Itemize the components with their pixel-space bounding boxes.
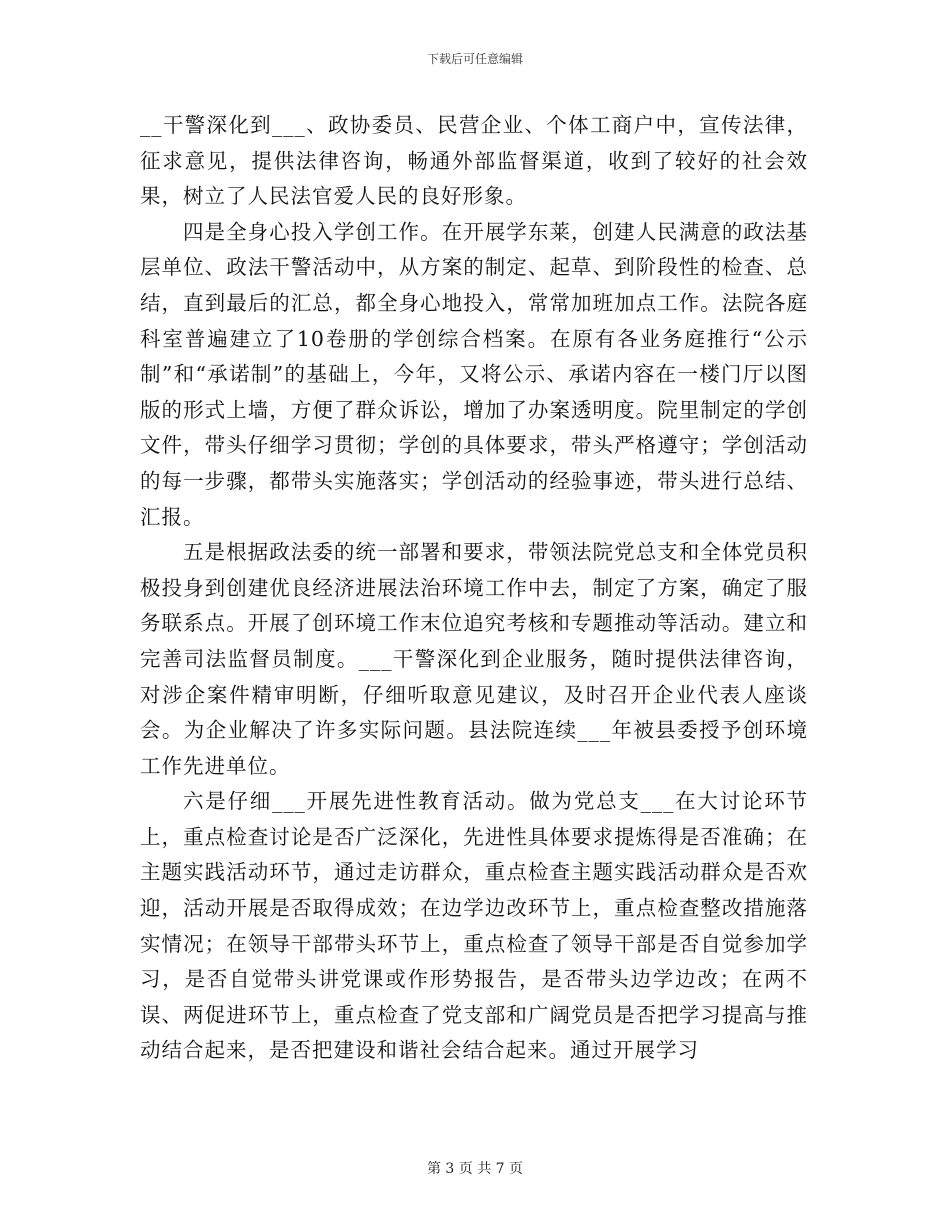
page-header: 下载后可任意编辑 (426, 52, 523, 66)
paragraph-continuation: __干警深化到___、政协委员、民营企业、个体工商户中，宣传法律，征求意见，提供法律咨询，畅通外部监督渠道，收到了较好的社会效果，树立了人民法官爱人民的良好形象。 (140, 113, 808, 209)
page-number: 第 3 页 共 7 页 (426, 1161, 524, 1177)
paragraph-item-six: 六是仔细___开展先进性教育活动。做为党总支___在大讨论环节上，重点检查讨论是否广泛深化，先进性具体要求提炼得是否准确；在主题实践活动环节，通过走访群众，重点检查主题实践活动群众是否欢迎，活动开展是否取得成效；在边学边改环节上，重点检查整改措施落实情况；在领导干部带头环节上，重点检查了领导干部是否自觉参加学习，是否自觉带头讲党课或作形势报告，是否带头边学边改；在两不误、两促进环节上，重点检查了党支部和广阔党员是否把学习提高与推动结合起来，是否把建设和谐社会结合起来。通过开展学习 (140, 789, 808, 1063)
paragraph-item-four: 四是全身心投入学创工作。在开展学东莱，创建人民满意的政法基层单位、政法干警活动中，从方案的制定、起草、到阶段性的检查、总结，直到最后的汇总，都全身心地投入，常常加班加点工作。法院各庭科室普遍建立了10卷册的学创综合档案。在原有各业务庭推行“公示制”和“承诺制”的基础上，今年，又将公示、承诺内容在一楼门厅以图版的形式上墙，方便了群众诉讼，增加了办案透明度。院里制定的学创文件，带头仔细学习贯彻；学创的具体要求，带头严格遵守；学创活动的每一步骤，都带头实施落实；学创活动的经验事迹，带头进行总结、汇报。 (140, 219, 808, 529)
paragraph-item-five: 五是根据政法委的统一部署和要求，带领法院党总支和全体党员积极投身到创建优良经济进展法治环境工作中去，制定了方案，确定了服务联系点。开展了创环境工作末位追究考核和专题推动等活动。建立和完善司法监督员制度。___干警深化到企业服务，随时提供法律咨询，对涉企案件精审明断，仔细听取意见建议，及时召开企业代表人座谈会。为企业解决了许多实际问题。县法院连续___年被县委授予创环境工作先进单位。 (140, 540, 808, 778)
document-body (140, 108, 808, 1069)
